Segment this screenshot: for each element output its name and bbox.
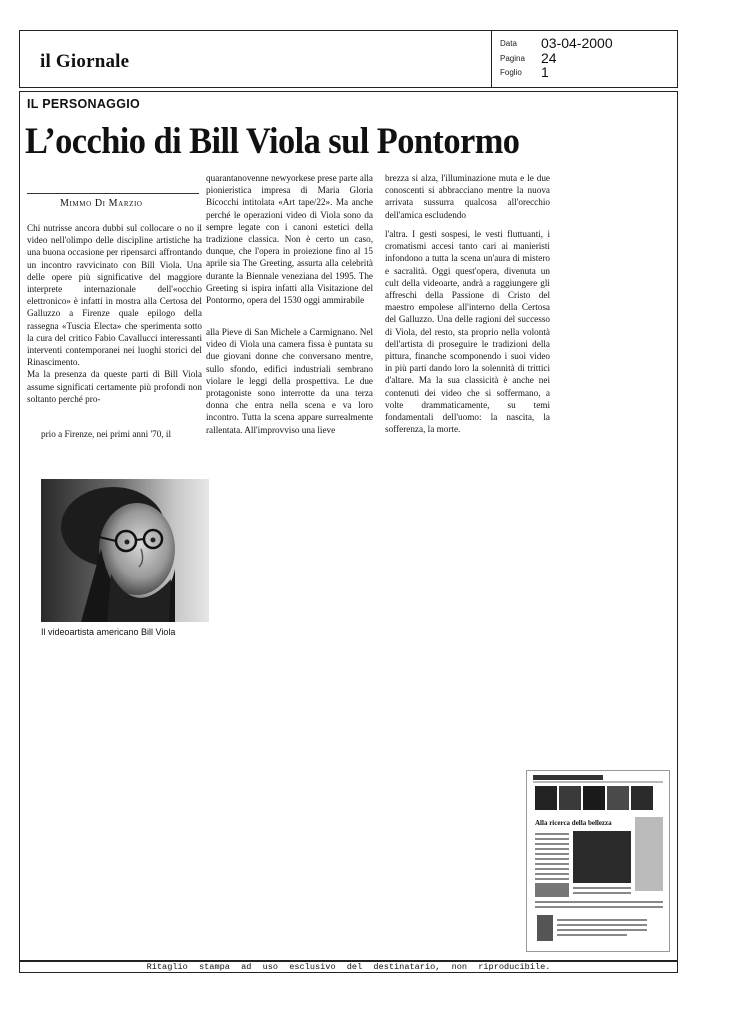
portrait-illustration (41, 479, 209, 622)
meta-page-label: Pagina (500, 54, 525, 63)
photo-caption: Il videoartista americano Bill Viola (41, 627, 176, 637)
article-kicker: IL PERSONAGGIO (27, 97, 141, 111)
column-1-para-2: Ma la presenza da queste parti di Bill Viola assume significati certamente più profondi non soltanto perché pro- (27, 369, 202, 404)
meta-page-value: 24 (541, 50, 557, 66)
column-3b (385, 228, 550, 435)
column-1 (27, 222, 202, 405)
column-2-para-2: alla Pieve di San Michele a Carmignano. Nel video di Viola una camera fissa è puntata su due giovani donne che conversano mentre, sullo sfondo, edifici industriali sembrano violare le leggi della prospettiva. Le due protagoniste sono interrotte da una terza donna che entra nella scena e va loro incontro. Tutta la scena appare surrealmente rallentata. All'improvviso una lieve (206, 327, 373, 435)
newspaper-logo: il Giornale (40, 51, 130, 72)
meta-date-label: Data (500, 39, 517, 48)
column-3-para-1: brezza si alza, l'illuminazione muta e le due conoscenti si abbracciano mentre la nuova arrivata sussurra qualcosa all'orecchio dell'amica escludendo (385, 173, 550, 220)
clipping-footer: Ritaglio stampa ad uso esclusivo del destinatario, non riproducibile. (19, 961, 678, 973)
portrait-photo (41, 479, 209, 622)
meta-date-value: 03-04-2000 (541, 35, 613, 51)
clipping-header (19, 30, 678, 88)
thumbnail-headline: Alla ricerca della bellezza (535, 819, 612, 827)
page-thumbnail (526, 770, 670, 952)
byline-rule (27, 193, 199, 194)
meta-sheet-label: Foglio (500, 68, 522, 77)
article-title: L’occhio di Bill Viola sul Pontormo (25, 121, 520, 162)
article-byline: Mimmo Di Marzio (60, 198, 143, 209)
column-2b (206, 326, 373, 436)
column-2-para-1: quarantanovenne newyorkese prese parte alla pionieristica impresa di Maria Gloria Bicocchi intitolata «Art tape/22». Ma anche perché le operazioni video di Viola sono da sempre legate con i canoni estetici della tradizione classica. Non è certo un caso, dunque, che l'opera in proiezione fino al 15 aprile sia The Greeting, assurta alla celebrità durante la Biennale veneziana del 1995. The Greeting si ispira infatti alla Visitazione del Pontormo, opera del 1530 oggi ammirabile (206, 173, 373, 306)
page-thumbnail-illustration (527, 771, 669, 951)
meta-sheet-value: 1 (541, 64, 549, 80)
clipping-meta (491, 31, 678, 87)
column-1-para-3: prio a Firenze, nei primi anni '70, il (41, 429, 171, 439)
column-3-para-2: l'altra. I gesti sospesi, le vesti fluttuanti, i cromatismi accesi tanto cari ai manieristi infondono a tutta la scena un'aura di mistero e sacralità. Oggi quest'opera, divenuta un cult della videoarte, andrà a raggiungere gli affreschi della Passione di Cristo del maestro empolese all'interno della Certosa del Galluzzo. Una delle ragioni del successo di Viola, del resto, sta proprio nella volontà dell'artista di proseguire le tradizioni della pittura, finanche scomponendo i suoi video in più parti dando loro la solennità di trittici d'altare. Ma la sua classicità è anche nei contenuti dei video che si soffermano, a volte drammaticamente, su temi fondamentali dell'uomo: la nascita, la sofferenza, la morte. (385, 229, 550, 435)
column-1-para-1: Chi nutrisse ancora dubbi sul collocare o no il video nell'olimpo delle discipline artistiche ha una buona occasione per ripensarci affrontando un incontro ravvicinato con Bill Viola. Una delle opere più significative del maggiore interprete internazionale dell'«occhio elettronico» è infatti in mostra alla Certosa del Galluzzo a Firenze quale epilogo della rassegna «Tuscia Electa» che sperimenta sotto la cura del critico Fabio Cavallucci interessanti interventi contemporanei nei luoghi storici del Rinascimento. (27, 223, 202, 368)
column-3 (385, 172, 550, 221)
column-1-tail (41, 428, 202, 440)
column-2 (206, 172, 373, 306)
